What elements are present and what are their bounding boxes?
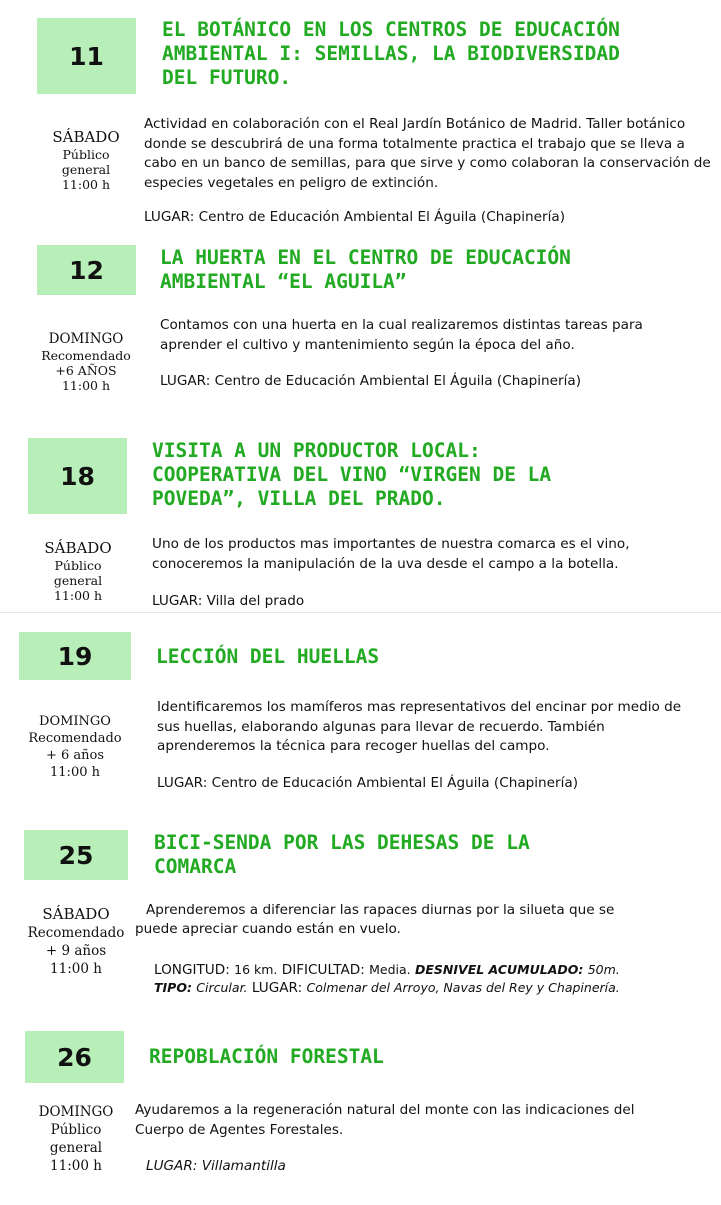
event-place: LUGAR: Centro de Educación Ambiental El Águila (Chapinería) — [157, 775, 579, 791]
event-date-box: 26 — [25, 1031, 124, 1083]
event-description: Uno de los productos mas importantes de nuestra comarca es el vino, conoceremos la manipulación de la uva desde el campo a la botella. — [152, 536, 630, 572]
event-weekday: DOMINGO — [39, 714, 111, 729]
lugar-value: Colmenar del Arroyo, Navas del Rey y Chapinería. — [306, 980, 620, 995]
event-description: puede apreciar cuando están en vuelo. — [135, 921, 401, 937]
place-value: Villamantilla — [201, 1158, 286, 1174]
event-details — [154, 978, 714, 999]
event-date-box: 11 — [37, 18, 136, 94]
event-schedule — [26, 713, 124, 781]
event-weekday: DOMINGO — [48, 331, 124, 347]
event-audience: Público general — [53, 558, 103, 588]
event-description: Actividad en colaboración con el Real Jardín Botánico de Madrid. Taller botánico donde se descubrirá de una forma totalmente practica el trabajo que se lleva a cabo en un banco de semillas, para que sirve y como colaboran la conservación de especies vegetales en peligro de extinción. — [144, 116, 711, 191]
event-audience: Público general — [61, 147, 111, 177]
event-time: 11:00 h — [53, 588, 103, 603]
dificultad-value: Media. — [369, 962, 411, 977]
event-weekday: SÁBADO — [52, 128, 120, 146]
desnivel-label: DESNIVEL ACUMULADO: — [414, 962, 584, 977]
section-divider — [0, 612, 721, 613]
event-description: Ayudaremos a la regeneración natural del monte con las indicaciones del Cuerpo de Agentes Forestales. — [135, 1102, 635, 1138]
lugar-label: LUGAR: — [251, 980, 303, 996]
event-description: Identificaremos los mamíferos mas representativos del encinar por medio de sus huellas, elaborando algunas para llevar de recuerdo. También aprenderemos la técnica para recoger huellas del campo. — [157, 699, 682, 754]
desnivel-value: 50m. — [587, 962, 620, 977]
longitud-value: 16 km. — [234, 962, 278, 977]
event-time: 11:00 h — [61, 378, 111, 393]
longitud-label: LONGITUD: — [154, 962, 230, 978]
event-place: LUGAR: Centro de Educación Ambiental El Águila (Chapinería) — [160, 373, 582, 389]
tipo-label: TIPO: — [154, 980, 192, 995]
event-date-box: 12 — [37, 245, 136, 295]
event-date-box: 18 — [28, 438, 127, 514]
event-place — [146, 1158, 286, 1174]
dificultad-label: DIFICULTAD: — [281, 962, 365, 978]
event-title: LA HUERTA EN EL CENTRO DE EDUCACIÓN AMBIENTAL “EL AGUILA” — [160, 246, 571, 293]
event-title: REPOBLACIÓN FORESTAL — [149, 1045, 384, 1068]
event-weekday: DOMINGO — [38, 1104, 114, 1120]
event-audience: Público general — [49, 1122, 103, 1156]
event-schedule — [26, 1103, 126, 1175]
event-time: 11:00 h — [61, 177, 111, 192]
tipo-value: Circular. — [196, 980, 248, 995]
event-time: 11:00 h — [50, 1158, 102, 1174]
event-description: Aprenderemos a diferenciar las rapaces diurnas por la silueta que se — [146, 902, 615, 918]
event-time: 11:00 h — [50, 765, 100, 780]
event-schedule — [26, 905, 126, 978]
event-title: EL BOTÁNICO EN LOS CENTROS DE EDUCACIÓN AMBIENTAL I: SEMILLAS, LA BIODIVERSIDAD DEL FUTURO. — [162, 18, 620, 89]
place-label: LUGAR: — [146, 1158, 198, 1174]
event-date-box: 19 — [19, 632, 131, 680]
event-time: 11:00 h — [50, 961, 102, 977]
event-schedule — [38, 331, 134, 393]
event-audience: Recomendado + 6 años — [28, 731, 122, 763]
event-schedule — [40, 128, 132, 192]
event-weekday: SÁBADO — [42, 905, 110, 923]
event-title: BICI-SENDA POR LAS DEHESAS DE LA COMARCA — [154, 831, 530, 878]
event-weekday: SÁBADO — [44, 539, 112, 557]
event-place: LUGAR: Centro de Educación Ambiental El Águila (Chapinería) — [144, 209, 566, 225]
event-schedule — [32, 539, 124, 603]
event-description: Contamos con una huerta en la cual realizaremos distintas tareas para aprender el cultivo y mantenimiento según la época del año. — [160, 317, 643, 353]
event-place: LUGAR: Villa del prado — [152, 593, 305, 609]
event-date-box: 25 — [24, 830, 128, 880]
event-audience: Recomendado +6 AÑOS — [41, 348, 131, 378]
event-title: VISITA A UN PRODUCTOR LOCAL: COOPERATIVA DEL VINO “VIRGEN DE LA POVEDA”, VILLA DEL PRADO. — [152, 439, 552, 510]
event-title: LECCIÓN DEL HUELLAS — [156, 645, 380, 668]
event-audience: Recomendado + 9 años — [27, 925, 125, 959]
